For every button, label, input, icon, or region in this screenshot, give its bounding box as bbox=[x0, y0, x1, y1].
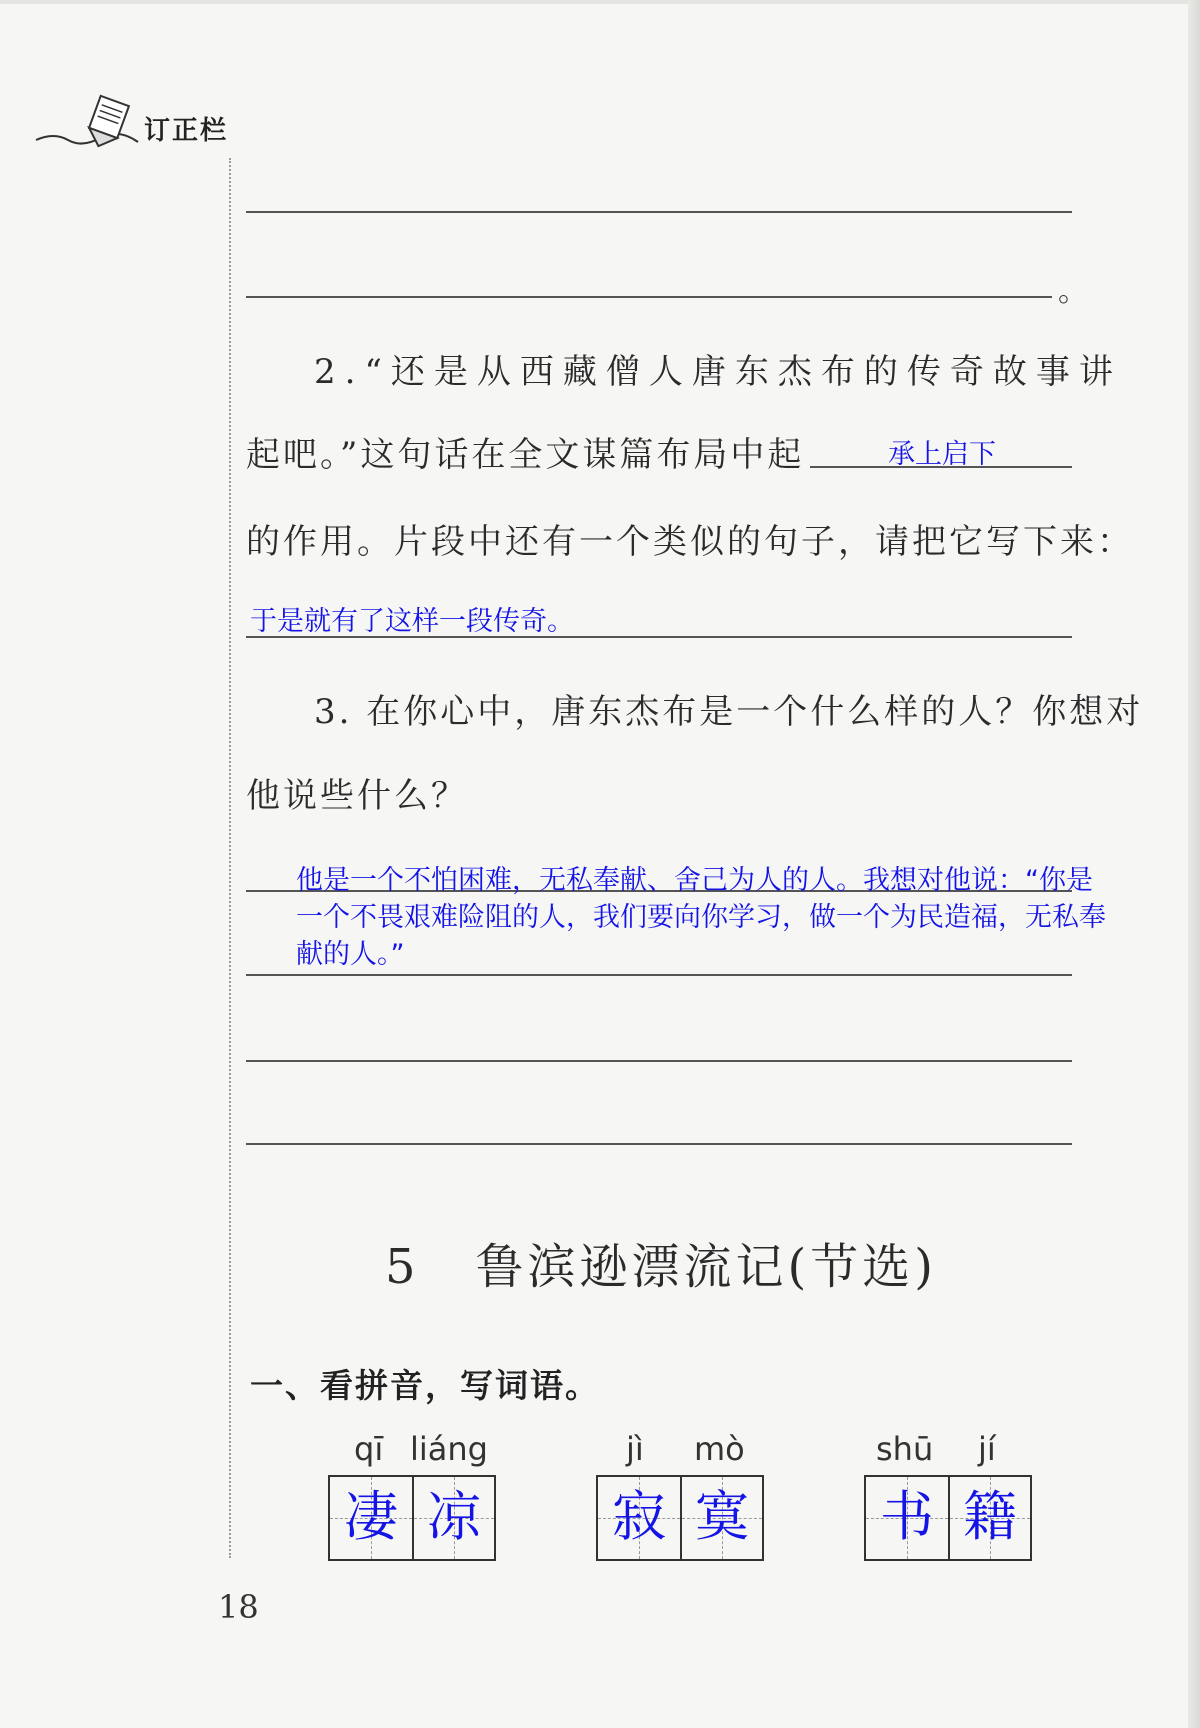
sentence-period: 。 bbox=[1058, 274, 1088, 309]
pencil-icon bbox=[34, 92, 144, 152]
written-character: 书 bbox=[880, 1485, 934, 1548]
lesson-title bbox=[385, 1228, 937, 1297]
answer-line[interactable] bbox=[246, 636, 1072, 638]
answer-line[interactable] bbox=[246, 296, 1052, 298]
answer-line[interactable] bbox=[246, 1060, 1072, 1062]
character-cell[interactable] bbox=[866, 1477, 948, 1559]
page-top-edge bbox=[0, 0, 1200, 4]
pinyin-word-group bbox=[328, 1430, 498, 1560]
pinyin-syllable: liáng bbox=[410, 1430, 488, 1468]
pinyin-word-group bbox=[864, 1430, 1034, 1560]
written-character: 籍 bbox=[963, 1485, 1017, 1548]
lesson-number: 5 bbox=[385, 1239, 420, 1295]
correction-column-header bbox=[34, 92, 234, 152]
pinyin-syllable: qī bbox=[354, 1430, 384, 1468]
question-2-line-1: 2.“还是从西藏僧人唐东杰布的传奇故事讲 bbox=[314, 352, 1122, 392]
written-character: 寂 bbox=[612, 1485, 666, 1548]
written-character: 凄 bbox=[344, 1485, 398, 1548]
character-cell[interactable] bbox=[948, 1477, 1030, 1559]
character-cell[interactable] bbox=[412, 1477, 494, 1559]
answer-line[interactable] bbox=[246, 211, 1072, 213]
pinyin-word-group bbox=[596, 1430, 766, 1560]
answer-line[interactable] bbox=[246, 974, 1072, 976]
question-3-line-2: 他说些什么？ bbox=[246, 776, 468, 816]
correction-column-divider bbox=[229, 158, 231, 1558]
question-3-line-1: 3. 在你心中，唐东杰布是一个什么样的人？你想对 bbox=[314, 692, 1144, 732]
character-cell[interactable] bbox=[330, 1477, 412, 1559]
answer-line[interactable] bbox=[246, 1143, 1072, 1145]
tianzi-grid[interactable] bbox=[596, 1475, 764, 1561]
question-2-line-3: 的作用。片段中还有一个类似的句子，请把它写下来： bbox=[246, 522, 1134, 562]
tianzi-grid[interactable] bbox=[864, 1475, 1032, 1561]
page-right-edge bbox=[1188, 0, 1200, 1728]
pinyin-syllable: mò bbox=[694, 1430, 745, 1468]
lesson-name: 鲁滨逊漂流记(节选) bbox=[475, 1239, 938, 1295]
character-cell[interactable] bbox=[598, 1477, 680, 1559]
tianzi-grid[interactable] bbox=[328, 1475, 496, 1561]
written-character: 凉 bbox=[427, 1485, 481, 1548]
answer-sentence-text: 于是就有了这样一段传奇。 bbox=[250, 606, 574, 637]
correction-column-title: 订正栏 bbox=[144, 116, 229, 146]
pinyin-syllable: jì bbox=[626, 1430, 644, 1468]
written-character: 寞 bbox=[695, 1485, 749, 1548]
page-number: 18 bbox=[218, 1588, 259, 1626]
character-cell[interactable] bbox=[680, 1477, 762, 1559]
section-heading: 一、看拼音，写词语。 bbox=[250, 1366, 600, 1405]
question-3-answer: 他是一个不怕困难，无私奉献、舍己为人的人。我想对他说：“你是一个不畏艰难险阻的人，我们要向你学习，做一个为民造福，无私奉献的人。” bbox=[296, 865, 1106, 970]
answer-blank-text: 承上启下 bbox=[888, 439, 996, 470]
question-2-line-2: 起吧。”这句话在全文谋篇布局中起 bbox=[246, 435, 805, 475]
pinyin-syllable: shū bbox=[876, 1430, 934, 1468]
pinyin-syllable: jí bbox=[978, 1430, 996, 1468]
